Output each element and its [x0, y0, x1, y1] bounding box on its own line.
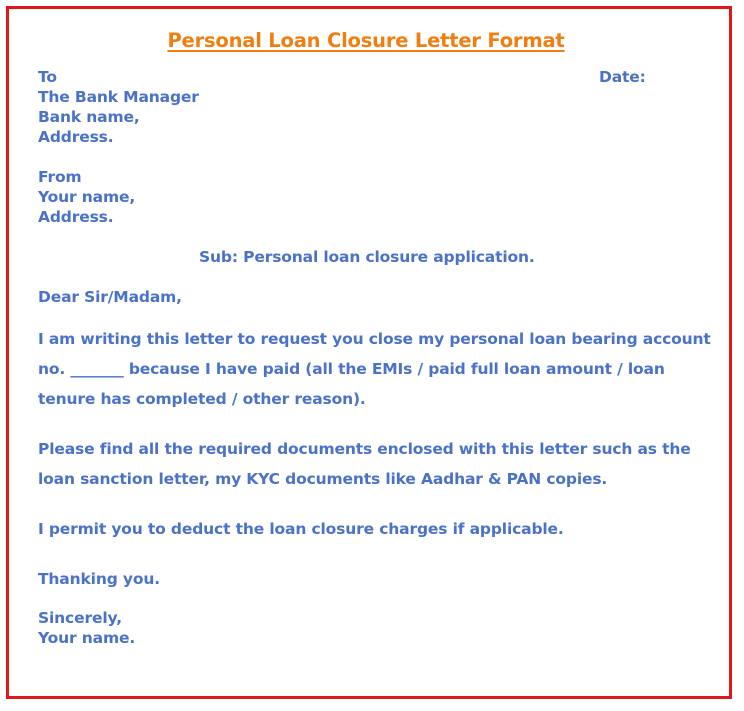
body-paragraph-1-line: tenure has completed / other reason). — [38, 390, 366, 408]
letter-frame — [6, 6, 732, 699]
body-paragraph-1 — [38, 324, 711, 414]
salutation: Dear Sir/Madam, — [38, 288, 182, 306]
to-label: To — [38, 68, 57, 86]
thanks-line: Thanking you. — [38, 570, 160, 588]
bank-address: Address. — [38, 128, 114, 146]
date-label: Date: — [599, 68, 646, 86]
closing-line: Sincerely, — [38, 609, 122, 627]
body-paragraph-1-line: I am writing this letter to request you close my personal loan bearing account — [38, 330, 711, 348]
subject-line: Sub: Personal loan closure application. — [199, 248, 535, 266]
recipient-title: The Bank Manager — [38, 88, 199, 106]
sender-name: Your name, — [38, 188, 136, 206]
body-paragraph-3-line: I permit you to deduct the loan closure charges if applicable. — [38, 520, 564, 538]
bank-name: Bank name, — [38, 108, 140, 126]
signature-line: Your name. — [38, 629, 136, 647]
page-title: Personal Loan Closure Letter Format — [167, 29, 565, 52]
body-paragraph-2-line: Please find all the required documents enclosed with this letter such as the — [38, 440, 691, 458]
body-paragraph-2 — [38, 434, 691, 494]
body-paragraph-3 — [38, 514, 564, 544]
sender-address: Address. — [38, 208, 114, 226]
body-paragraph-1-line: no. _______ because I have paid (all the EMIs / paid full loan amount / loan — [38, 360, 665, 378]
from-label: From — [38, 168, 82, 186]
body-paragraph-2-line: loan sanction letter, my KYC documents like Aadhar & PAN copies. — [38, 470, 608, 488]
